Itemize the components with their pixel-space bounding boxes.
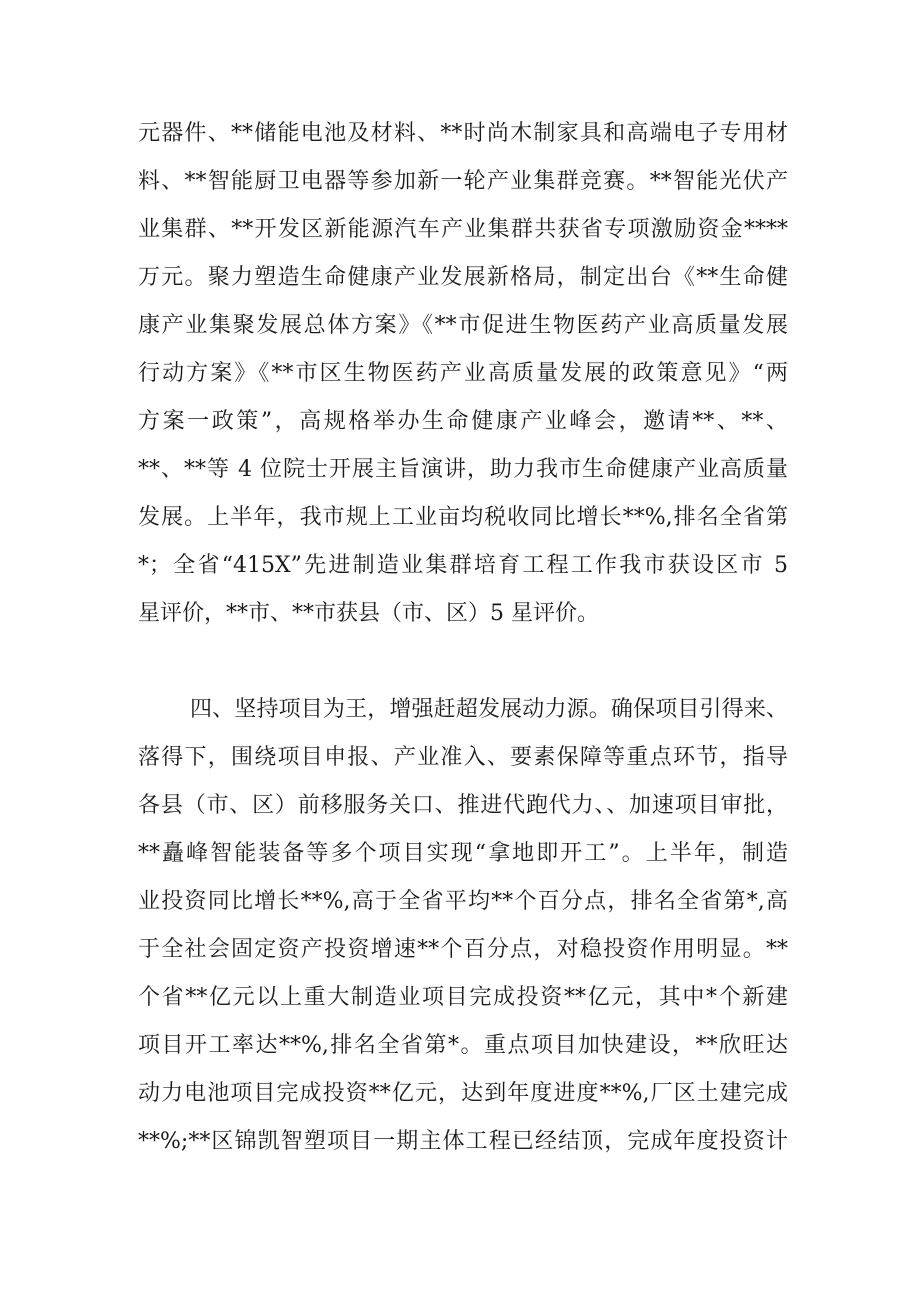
paragraph-project-priority bbox=[138, 686, 788, 1166]
text-line: 发展。上半年，我市规上工业亩均税收同比增长**%,排名全省第 bbox=[138, 505, 788, 530]
text-line: *；全省“415X”先进制造业集群培育工程工作我市获设区市 5 bbox=[138, 553, 788, 578]
text-line: 行动方案》《**市区生物医药产业高质量发展的政策意见》“两 bbox=[138, 361, 788, 386]
text-line: **%;**区锦凯智塑项目一期主体工程已经结顶，完成年度投资计 bbox=[138, 1129, 788, 1154]
text-line: 方案一政策”，高规格举办生命健康产业峰会，邀请**、**、 bbox=[138, 409, 788, 434]
text-line: 个省**亿元以上重大制造业项目完成投资**亿元，其中*个新建 bbox=[138, 985, 788, 1010]
text-line: 四、坚持项目为王，增强赶超发展动力源。确保项目引得来、 bbox=[190, 697, 788, 722]
text-line: 落得下，围绕项目申报、产业准入、要素保障等重点环节，指导 bbox=[138, 745, 788, 770]
text-line: 料、**智能厨卫电器等参加新一轮产业集群竞赛。**智能光伏产 bbox=[138, 169, 788, 194]
text-line: **、**等 4 位院士开展主旨演讲，助力我市生命健康产业高质量 bbox=[138, 457, 788, 482]
text-line: **矗峰智能装备等多个项目实现“拿地即开工”。上半年，制造 bbox=[138, 841, 788, 866]
text-line: 各县（市、区）前移服务关口、推进代跑代力、、加速项目审批， bbox=[138, 793, 788, 818]
paragraph-industry-clusters bbox=[138, 110, 788, 638]
text-line: 于全社会固定资产投资增速**个百分点，对稳投资作用明显。** bbox=[138, 937, 788, 962]
text-line: 动力电池项目完成投资**亿元，达到年度进度**%,厂区土建完成 bbox=[138, 1081, 788, 1106]
text-line: 项目开工率达**%,排名全省第*。重点项目加快建设，**欣旺达 bbox=[138, 1033, 788, 1058]
text-line: 业投资同比增长**%,高于全省平均**个百分点，排名全省第*,高 bbox=[138, 889, 788, 914]
text-line: 万元。聚力塑造生命健康产业发展新格局，制定出台《**生命健 bbox=[138, 265, 788, 290]
text-line: 星评价，**市、**市获县（市、区）5 星评价。 bbox=[138, 601, 599, 626]
text-line: 元器件、**储能电池及材料、**时尚木制家具和高端电子专用材 bbox=[138, 121, 788, 146]
text-line: 业集群、**开发区新能源汽车产业集群共获省专项激励资金**** bbox=[138, 217, 788, 242]
text-line: 康产业集聚发展总体方案》《**市促进生物医药产业高质量发展 bbox=[138, 313, 788, 338]
